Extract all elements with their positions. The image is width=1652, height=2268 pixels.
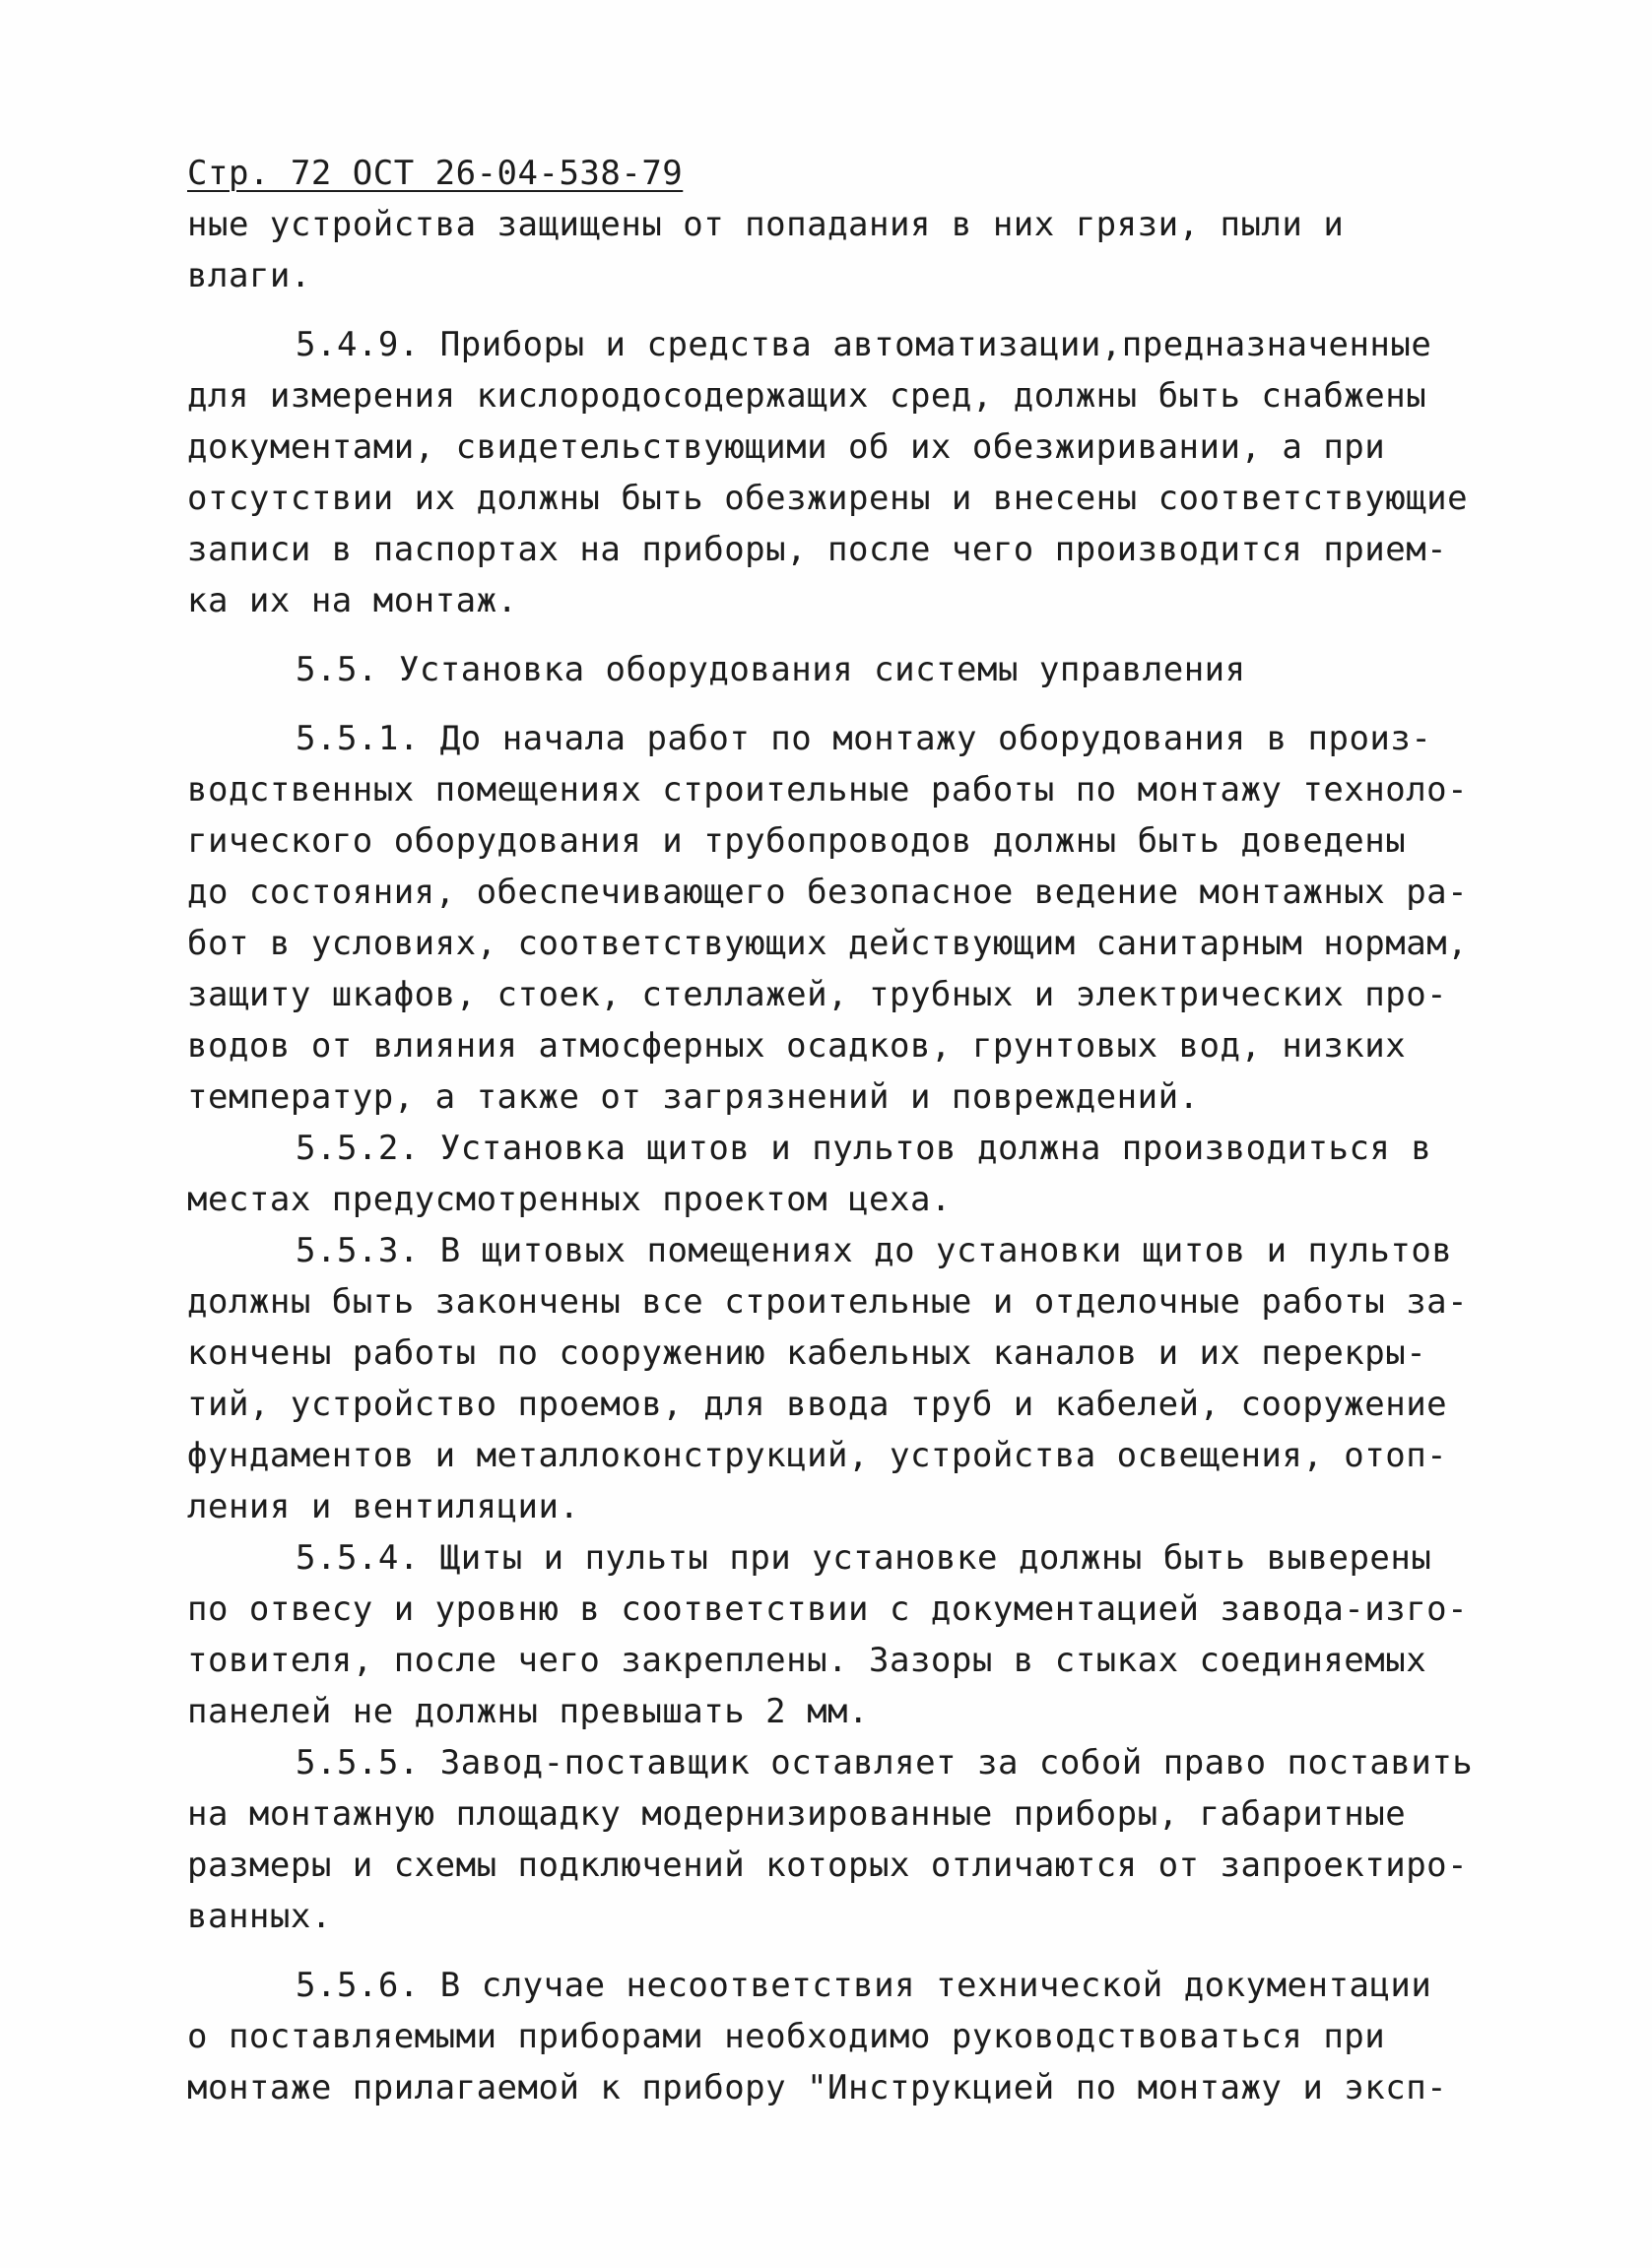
text-line: местах предусмотренных проектом цеха. bbox=[187, 1180, 952, 1219]
document-body bbox=[187, 148, 1507, 2113]
text-line: документами, свидетельствующими об их обезжиривании, а при bbox=[187, 427, 1386, 467]
text-line: на монтажную площадку модернизированные приборы, габаритные bbox=[187, 1794, 1407, 1834]
text-lines bbox=[187, 199, 1507, 2113]
text-line: о поставляемыми приборами необходимо руководствоваться при bbox=[187, 2017, 1386, 2056]
paragraph-first-line: 5.5.1. До начала работ по монтажу оборудования в произ- bbox=[296, 719, 1432, 758]
paragraph-first-line: 5.5. Установка оборудования системы управления bbox=[296, 650, 1246, 689]
text-line: фундаментов и металлоконструкций, устройства освещения, отоп- bbox=[187, 1436, 1448, 1475]
paragraph-first-line: 5.5.6. В случае несоответствия технической документации bbox=[296, 1966, 1432, 2005]
text-line: отсутствии их должны быть обезжирены и внесены соответствующие bbox=[187, 479, 1469, 518]
text-line: записи в паспортах на приборы, после чего производится прием- bbox=[187, 530, 1448, 569]
text-line: панелей не должны превышать 2 мм. bbox=[187, 1692, 870, 1731]
text-line: защиту шкафов, стоек, стеллажей, трубных и электрических про- bbox=[187, 975, 1448, 1014]
text-line: по отвесу и уровню в соответствии с документацией завода-изго- bbox=[187, 1589, 1469, 1629]
paragraph-first-line: 5.5.2. Установка щитов и пультов должна производиться в bbox=[296, 1129, 1432, 1168]
text-line: бот в условиях, соответствующих действующим санитарным нормам, bbox=[187, 924, 1469, 963]
paragraph-first-line: 5.5.5. Завод-поставщик оставляет за собой право поставить bbox=[296, 1743, 1474, 1782]
text-line: размеры и схемы подключений которых отличаются от запроектиро- bbox=[187, 1846, 1469, 1885]
text-line: ления и вентиляции. bbox=[187, 1487, 580, 1526]
text-line: тий, устройство проемов, для ввода труб и кабелей, сооружение bbox=[187, 1385, 1448, 1424]
paragraph-gap bbox=[187, 626, 1507, 644]
paragraph-first-line: 5.5.4. Щиты и пульты при установке должны быть выверены bbox=[296, 1538, 1432, 1578]
text-line: водственных помещениях строительные работы по монтажу техноло- bbox=[187, 770, 1469, 810]
text-line: водов от влияния атмосферных осадков, грунтовых вод, низких bbox=[187, 1026, 1407, 1066]
text-line: до состояния, обеспечивающего безопасное ведение монтажных ра- bbox=[187, 873, 1469, 912]
paragraph-first-line: 5.4.9. Приборы и средства автоматизации,предназначенные bbox=[296, 325, 1432, 364]
text-line: товителя, после чего закреплены. Зазоры в стыках соединяемых bbox=[187, 1641, 1427, 1680]
paragraph-gap bbox=[187, 695, 1507, 713]
text-line: ванных. bbox=[187, 1897, 332, 1936]
paragraph-first-line: 5.5.3. В щитовых помещениях до установки щитов и пультов bbox=[296, 1231, 1453, 1270]
text-line: ные устройства защищены от попадания в них грязи, пыли и bbox=[187, 205, 1345, 244]
text-line: ка их на монтаж. bbox=[187, 581, 518, 620]
text-line: температур, а также от загрязнений и повреждений. bbox=[187, 1077, 1200, 1117]
paragraph-gap bbox=[187, 1942, 1507, 1960]
text-line: гического оборудования и трубопроводов должны быть доведены bbox=[187, 821, 1407, 861]
text-line: монтаже прилагаемой к прибору "Инструкцией по монтажу и эксп- bbox=[187, 2068, 1448, 2107]
text-line: должны быть закончены все строительные и отделочные работы за- bbox=[187, 1282, 1469, 1322]
text-line: кончены работы по сооружению кабельных каналов и их перекры- bbox=[187, 1333, 1427, 1373]
text-line: для измерения кислородосодержащих сред, должны быть снабжены bbox=[187, 376, 1427, 416]
text-line: влаги. bbox=[187, 256, 311, 295]
paragraph-gap bbox=[187, 301, 1507, 319]
page-header: Стр. 72 ОСТ 26-04-538-79 bbox=[187, 154, 684, 193]
